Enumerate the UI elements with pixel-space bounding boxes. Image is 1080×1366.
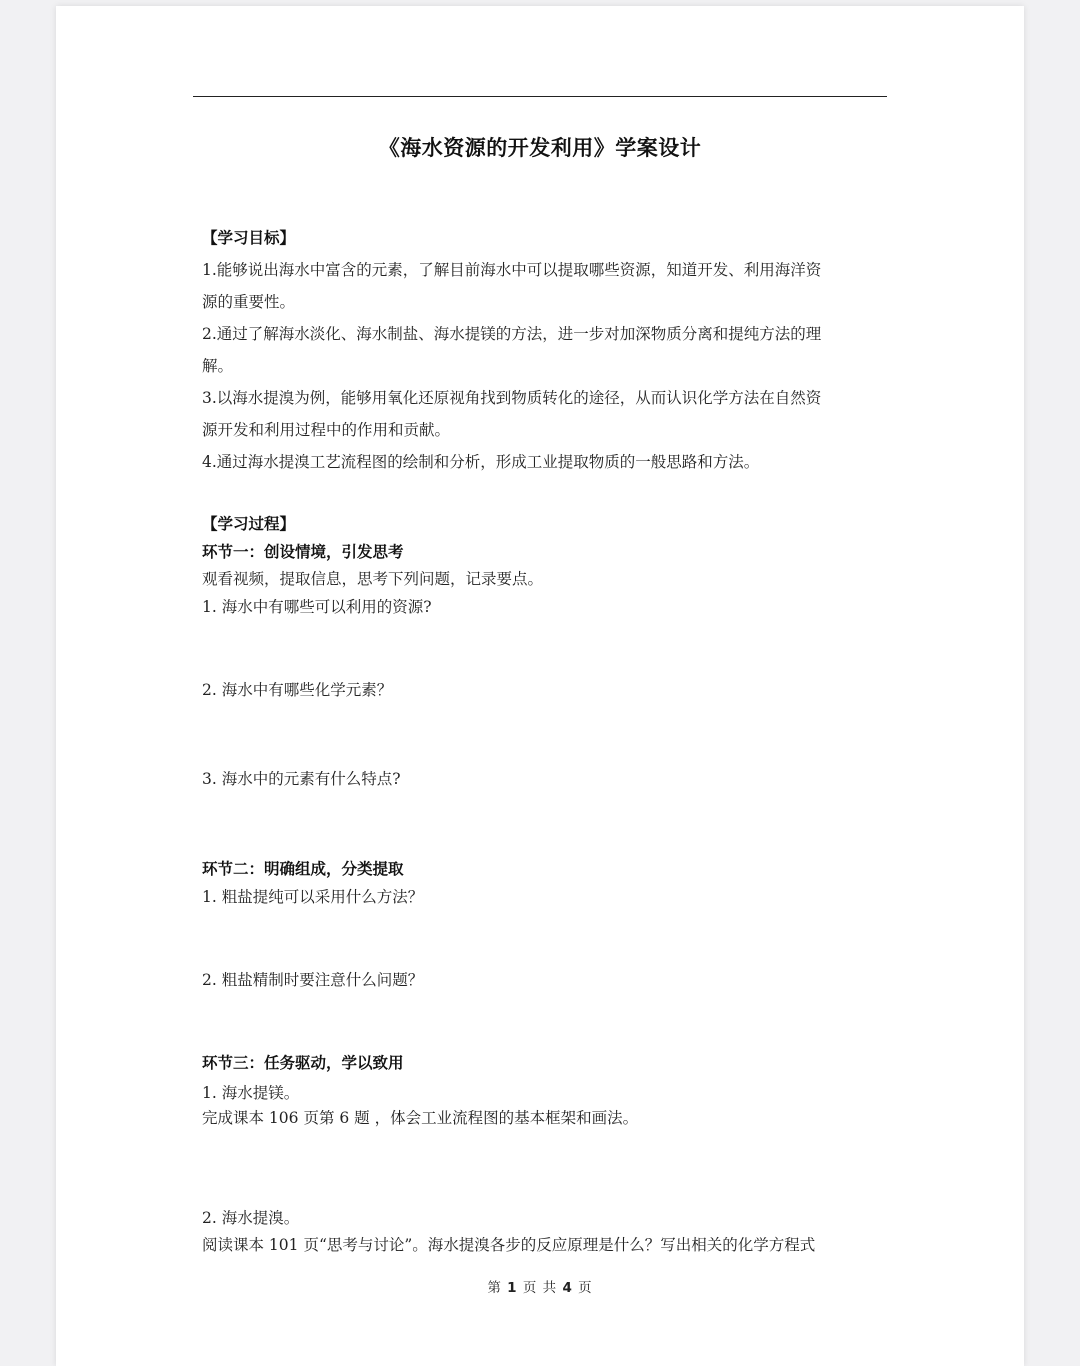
section2-heading: 环节二：明确组成，分类提取 <box>202 860 404 878</box>
section3-question-1-detail: 完成课本 106 页第 6 题 ，体会工业流程图的基本框架和画法。 <box>202 1109 639 1127</box>
footer-page-number: 1 <box>507 1280 518 1296</box>
objective-line: 2.通过了解海水淡化、海水制盐、海水提镁的方法，进一步对加深物质分离和提纯方法的理 <box>202 325 822 343</box>
section1-intro: 观看视频，提取信息，思考下列问题，记录要点。 <box>202 570 544 588</box>
section1-heading: 环节一：创设情境，引发思考 <box>202 543 404 561</box>
document-page <box>56 6 1024 1366</box>
document-title: 《海水资源的开发利用》学案设计 <box>378 136 702 160</box>
footer-total-pages: 4 <box>562 1280 573 1296</box>
section1-question-3: 3. 海水中的元素有什么特点? <box>202 770 401 788</box>
objective-line: 源开发和利用过程中的作用和贡献。 <box>202 421 451 439</box>
process-heading: 【学习过程】 <box>202 515 296 533</box>
objectives-heading: 【学习目标】 <box>202 229 296 247</box>
objective-line: 3.以海水提溴为例，能够用氧化还原视角找到物质转化的途径，从而认识化学方法在自然资 <box>202 389 822 407</box>
page-footer <box>56 1276 1024 1296</box>
objective-line: 源的重要性。 <box>202 293 296 311</box>
section3-question-2-detail: 阅读课本 101 页“思考与讨论”。海水提溴各步的反应原理是什么？写出相关的化学方程式 <box>202 1236 816 1254</box>
section3-question-2: 2. 海水提溴。 <box>202 1209 300 1227</box>
objective-line: 1.能够说出海水中富含的元素，了解目前海水中可以提取哪些资源，知道开发、利用海洋资 <box>202 261 822 279</box>
section3-question-1: 1. 海水提镁。 <box>202 1084 300 1102</box>
objective-line: 解。 <box>202 357 234 375</box>
objective-line: 4.通过海水提溴工艺流程图的绘制和分析，形成工业提取物质的一般思路和方法。 <box>202 453 760 471</box>
header-rule <box>193 96 887 97</box>
footer-suffix: 页 <box>578 1280 593 1296</box>
section1-question-1: 1. 海水中有哪些可以利用的资源? <box>202 598 432 616</box>
section2-question-1: 1. 粗盐提纯可以采用什么方法？ <box>202 888 424 906</box>
section3-heading: 环节三：任务驱动，学以致用 <box>202 1054 404 1072</box>
footer-prefix: 第 <box>487 1280 502 1296</box>
section2-question-2: 2. 粗盐精制时要注意什么问题？ <box>202 971 424 989</box>
footer-middle: 页 共 <box>522 1280 558 1296</box>
section1-question-2: 2. 海水中有哪些化学元素？ <box>202 681 393 699</box>
